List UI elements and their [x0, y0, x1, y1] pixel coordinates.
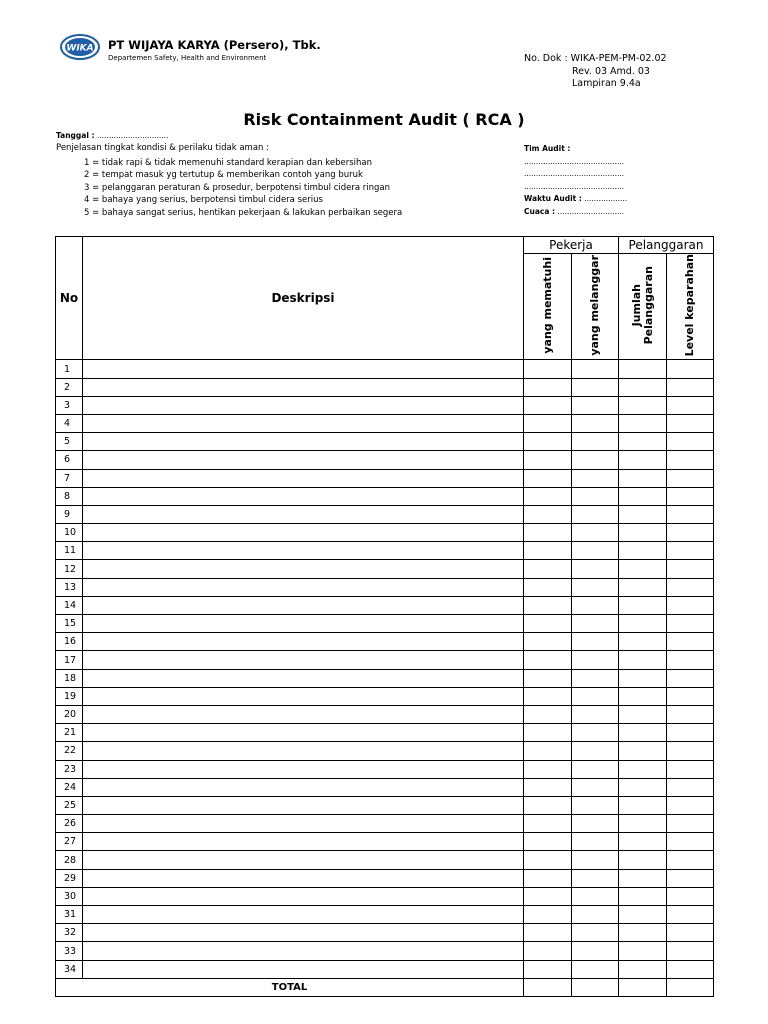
row-number: 8	[56, 487, 83, 505]
mematuhi-cell[interactable]	[524, 705, 572, 723]
jumlah-cell[interactable]	[619, 487, 667, 505]
jumlah-cell[interactable]	[619, 906, 667, 924]
row-number: 20	[56, 705, 83, 723]
mematuhi-cell[interactable]	[524, 487, 572, 505]
total-label: TOTAL	[56, 978, 524, 996]
table-row	[56, 414, 714, 432]
level-cell[interactable]	[667, 851, 714, 869]
severity-levels	[84, 157, 402, 219]
jumlah-cell[interactable]	[619, 796, 667, 814]
deskripsi-cell[interactable]	[83, 942, 524, 960]
level-item: 1 = tidak rapi & tidak memenuhi standard kerapian dan kebersihan	[84, 158, 372, 168]
row-number: 18	[56, 669, 83, 687]
melanggar-cell[interactable]	[572, 487, 619, 505]
melanggar-cell[interactable]	[572, 451, 619, 469]
melanggar-cell[interactable]	[572, 869, 619, 887]
level-item: 3 = pelanggaran peraturan & prosedur, berpotensi timbul cidera ringan	[84, 182, 390, 193]
deskripsi-cell[interactable]	[83, 378, 524, 396]
jumlah-cell[interactable]	[619, 542, 667, 560]
level-cell[interactable]	[667, 705, 714, 723]
level-cell[interactable]	[667, 542, 714, 560]
deskripsi-cell[interactable]	[83, 960, 524, 978]
department-name: Departemen Safety, Health and Environment	[108, 54, 267, 62]
level-cell[interactable]	[667, 724, 714, 742]
table-row	[56, 669, 714, 687]
level-cell[interactable]	[667, 815, 714, 833]
jumlah-cell[interactable]	[619, 833, 667, 851]
row-number: 10	[56, 524, 83, 542]
table-row	[56, 451, 714, 469]
melanggar-cell[interactable]	[572, 942, 619, 960]
mematuhi-cell[interactable]	[524, 778, 572, 796]
deskripsi-cell[interactable]	[83, 833, 524, 851]
level-cell[interactable]	[667, 414, 714, 432]
row-number: 15	[56, 615, 83, 633]
melanggar-cell[interactable]	[572, 833, 619, 851]
row-number: 11	[56, 542, 83, 560]
tim-audit-line[interactable]: ..........................................	[524, 169, 625, 178]
jumlah-cell[interactable]	[619, 651, 667, 669]
row-number: 5	[56, 433, 83, 451]
table-row	[56, 615, 714, 633]
row-number: 13	[56, 578, 83, 596]
cuaca-field[interactable]: Cuaca : ............................	[524, 206, 625, 216]
melanggar-cell[interactable]	[572, 469, 619, 487]
deskripsi-cell[interactable]	[83, 360, 524, 378]
level-cell[interactable]	[667, 469, 714, 487]
deskripsi-cell[interactable]	[83, 815, 524, 833]
mematuhi-cell[interactable]	[524, 942, 572, 960]
level-cell[interactable]	[667, 360, 714, 378]
row-number: 25	[56, 796, 83, 814]
table-row	[56, 360, 714, 378]
level-cell[interactable]	[667, 451, 714, 469]
melanggar-cell[interactable]	[572, 633, 619, 651]
deskripsi-cell[interactable]	[83, 451, 524, 469]
table-row	[56, 924, 714, 942]
row-number: 12	[56, 560, 83, 578]
deskripsi-cell[interactable]	[83, 433, 524, 451]
tanggal-value: ..............................	[94, 131, 169, 140]
deskripsi-cell[interactable]	[83, 742, 524, 760]
level-cell[interactable]	[667, 596, 714, 614]
table-row	[56, 596, 714, 614]
mematuhi-cell[interactable]	[524, 687, 572, 705]
deskripsi-cell[interactable]	[83, 705, 524, 723]
level-cell[interactable]	[667, 760, 714, 778]
deskripsi-cell[interactable]	[83, 469, 524, 487]
mematuhi-cell[interactable]	[524, 960, 572, 978]
level-cell[interactable]	[667, 906, 714, 924]
deskripsi-cell[interactable]	[83, 487, 524, 505]
col-header-level: Level keparahan	[667, 254, 714, 360]
deskripsi-cell[interactable]	[83, 633, 524, 651]
jumlah-cell[interactable]	[619, 760, 667, 778]
row-number: 3	[56, 396, 83, 414]
level-cell[interactable]	[667, 378, 714, 396]
deskripsi-cell[interactable]	[83, 796, 524, 814]
level-cell[interactable]	[667, 887, 714, 905]
table-row	[56, 778, 714, 796]
melanggar-cell[interactable]	[572, 578, 619, 596]
row-number: 34	[56, 960, 83, 978]
jumlah-cell[interactable]	[619, 524, 667, 542]
deskripsi-cell[interactable]	[83, 560, 524, 578]
doc-number: No. Dok : WIKA-PEM-PM-02.02	[524, 53, 667, 64]
mematuhi-cell[interactable]	[524, 906, 572, 924]
jumlah-cell[interactable]	[619, 578, 667, 596]
mematuhi-cell[interactable]	[524, 887, 572, 905]
mematuhi-cell[interactable]	[524, 760, 572, 778]
mematuhi-cell[interactable]	[524, 596, 572, 614]
mematuhi-cell[interactable]	[524, 414, 572, 432]
deskripsi-cell[interactable]	[83, 687, 524, 705]
melanggar-cell[interactable]	[572, 433, 619, 451]
waktu-audit-field[interactable]: Waktu Audit : ..................	[524, 194, 628, 203]
melanggar-cell[interactable]	[572, 560, 619, 578]
page-title: Risk Containment Audit ( RCA )	[243, 110, 525, 129]
melanggar-cell[interactable]	[572, 724, 619, 742]
mematuhi-cell[interactable]	[524, 524, 572, 542]
row-number: 19	[56, 687, 83, 705]
level-cell[interactable]	[667, 433, 714, 451]
row-number: 26	[56, 815, 83, 833]
mematuhi-cell[interactable]	[524, 542, 572, 560]
table-row	[56, 487, 714, 505]
level-item: 4 = bahaya yang serius, berpotensi timbul cidera serius	[84, 195, 323, 206]
jumlah-cell[interactable]	[619, 887, 667, 905]
deskripsi-cell[interactable]	[83, 396, 524, 414]
melanggar-cell[interactable]	[572, 615, 619, 633]
level-cell[interactable]	[667, 524, 714, 542]
penjelasan-text: Penjelasan tingkat kondisi & perilaku tidak aman :	[56, 143, 269, 153]
mematuhi-cell[interactable]	[524, 378, 572, 396]
row-number: 1	[56, 360, 83, 378]
mematuhi-cell[interactable]	[524, 615, 572, 633]
jumlah-cell[interactable]	[619, 378, 667, 396]
melanggar-cell[interactable]	[572, 815, 619, 833]
melanggar-cell[interactable]	[572, 742, 619, 760]
rca-table	[55, 236, 714, 997]
jumlah-cell[interactable]	[619, 360, 667, 378]
jumlah-cell[interactable]	[619, 924, 667, 942]
level-cell[interactable]	[667, 651, 714, 669]
deskripsi-cell[interactable]	[83, 760, 524, 778]
level-cell[interactable]	[667, 796, 714, 814]
mematuhi-cell[interactable]	[524, 433, 572, 451]
mematuhi-cell[interactable]	[524, 505, 572, 523]
tim-audit-line[interactable]: ..........................................	[524, 181, 625, 191]
tanggal-label: Tanggal :	[56, 131, 95, 140]
mematuhi-cell[interactable]	[524, 924, 572, 942]
table-row	[56, 542, 714, 560]
tanggal-field[interactable]	[56, 131, 168, 140]
jumlah-cell[interactable]	[619, 669, 667, 687]
deskripsi-cell[interactable]	[83, 505, 524, 523]
row-number: 29	[56, 869, 83, 887]
jumlah-cell[interactable]	[619, 505, 667, 523]
deskripsi-cell[interactable]	[83, 524, 524, 542]
melanggar-cell[interactable]	[572, 887, 619, 905]
level-cell[interactable]	[667, 560, 714, 578]
level-cell[interactable]	[667, 633, 714, 651]
melanggar-cell[interactable]	[572, 669, 619, 687]
melanggar-cell[interactable]	[572, 651, 619, 669]
mematuhi-cell[interactable]	[524, 869, 572, 887]
row-number: 16	[56, 633, 83, 651]
level-cell[interactable]	[667, 742, 714, 760]
table-row	[56, 869, 714, 887]
jumlah-cell[interactable]	[619, 778, 667, 796]
level-cell[interactable]	[667, 615, 714, 633]
level-item: 2 = tempat masuk yg tertutup & memberikan contoh yang buruk	[84, 170, 363, 181]
table-row	[56, 651, 714, 669]
level-cell[interactable]	[667, 505, 714, 523]
mematuhi-cell[interactable]	[524, 724, 572, 742]
jumlah-cell[interactable]	[619, 414, 667, 432]
row-number: 22	[56, 742, 83, 760]
table-row	[56, 851, 714, 869]
total-level-cell[interactable]	[667, 978, 714, 996]
deskripsi-cell[interactable]	[83, 615, 524, 633]
row-number: 30	[56, 887, 83, 905]
melanggar-cell[interactable]	[572, 414, 619, 432]
table-row	[56, 724, 714, 742]
table-row	[56, 815, 714, 833]
melanggar-cell[interactable]	[572, 360, 619, 378]
col-header-no: No	[56, 237, 83, 360]
level-cell[interactable]	[667, 669, 714, 687]
mematuhi-cell[interactable]	[524, 578, 572, 596]
melanggar-cell[interactable]	[572, 705, 619, 723]
table-row	[56, 833, 714, 851]
level-cell[interactable]	[667, 578, 714, 596]
mematuhi-cell[interactable]	[524, 796, 572, 814]
row-number: 21	[56, 724, 83, 742]
melanggar-cell[interactable]	[572, 906, 619, 924]
melanggar-cell[interactable]	[572, 796, 619, 814]
deskripsi-cell[interactable]	[83, 596, 524, 614]
table-row	[56, 560, 714, 578]
total-jumlah-cell[interactable]	[619, 978, 667, 996]
table-row	[56, 378, 714, 396]
level-cell[interactable]	[667, 778, 714, 796]
jumlah-cell[interactable]	[619, 869, 667, 887]
level-item: 5 = bahaya sangat serius, hentikan pekerjaan & lakukan perbaikan segera	[84, 207, 403, 218]
table-row	[56, 742, 714, 760]
col-header-jumlah: Jumlah Pelanggaran	[619, 254, 667, 360]
row-number: 31	[56, 906, 83, 924]
row-number: 23	[56, 760, 83, 778]
jumlah-cell[interactable]	[619, 633, 667, 651]
table-row	[56, 687, 714, 705]
level-cell[interactable]	[667, 396, 714, 414]
deskripsi-cell[interactable]	[83, 887, 524, 905]
company-name: PT WIJAYA KARYA (Persero), Tbk.	[108, 38, 321, 52]
mematuhi-cell[interactable]	[524, 669, 572, 687]
row-number: 28	[56, 851, 83, 869]
deskripsi-cell[interactable]	[83, 869, 524, 887]
row-number: 32	[56, 924, 83, 942]
row-number: 2	[56, 378, 83, 396]
mematuhi-cell[interactable]	[524, 633, 572, 651]
melanggar-cell[interactable]	[572, 542, 619, 560]
tim-audit-line[interactable]: ..........................................	[524, 156, 625, 166]
deskripsi-cell[interactable]	[83, 669, 524, 687]
svg-text:WIKA: WIKA	[66, 43, 94, 54]
table-row	[56, 633, 714, 651]
melanggar-cell[interactable]	[572, 778, 619, 796]
mematuhi-cell[interactable]	[524, 851, 572, 869]
table-row	[56, 578, 714, 596]
jumlah-cell[interactable]	[619, 724, 667, 742]
table-row	[56, 705, 714, 723]
doc-lampiran: Lampiran 9.4a	[572, 78, 641, 89]
total-melanggar-cell[interactable]	[572, 978, 619, 996]
deskripsi-cell[interactable]	[83, 924, 524, 942]
jumlah-cell[interactable]	[619, 742, 667, 760]
jumlah-cell[interactable]	[619, 942, 667, 960]
jumlah-cell[interactable]	[619, 851, 667, 869]
melanggar-cell[interactable]	[572, 505, 619, 523]
row-number: 14	[56, 596, 83, 614]
deskripsi-cell[interactable]	[83, 724, 524, 742]
level-cell[interactable]	[667, 487, 714, 505]
table-row	[56, 942, 714, 960]
mematuhi-cell[interactable]	[524, 360, 572, 378]
tim-audit-label: Tim Audit :	[524, 144, 571, 153]
wika-logo	[60, 34, 100, 60]
table-row	[56, 469, 714, 487]
melanggar-cell[interactable]	[572, 396, 619, 414]
deskripsi-cell[interactable]	[83, 542, 524, 560]
jumlah-cell[interactable]	[619, 469, 667, 487]
group-header-pelanggaran: Pelanggaran	[619, 237, 714, 254]
doc-revision: Rev. 03 Amd. 03	[572, 66, 650, 77]
col-header-melanggar: yang melanggar	[572, 254, 619, 360]
deskripsi-cell[interactable]	[83, 778, 524, 796]
level-cell[interactable]	[667, 960, 714, 978]
level-cell[interactable]	[667, 687, 714, 705]
jumlah-cell[interactable]	[619, 687, 667, 705]
table-row	[56, 433, 714, 451]
row-number: 7	[56, 469, 83, 487]
table-row	[56, 796, 714, 814]
mematuhi-cell[interactable]	[524, 560, 572, 578]
jumlah-cell[interactable]	[619, 960, 667, 978]
level-cell[interactable]	[667, 869, 714, 887]
melanggar-cell[interactable]	[572, 687, 619, 705]
total-mematuhi-cell[interactable]	[524, 978, 572, 996]
melanggar-cell[interactable]	[572, 378, 619, 396]
mematuhi-cell[interactable]	[524, 451, 572, 469]
melanggar-cell[interactable]	[572, 924, 619, 942]
row-number: 33	[56, 942, 83, 960]
mematuhi-cell[interactable]	[524, 396, 572, 414]
table-row	[56, 396, 714, 414]
row-number: 17	[56, 651, 83, 669]
level-cell[interactable]	[667, 924, 714, 942]
melanggar-cell[interactable]	[572, 960, 619, 978]
table-row	[56, 524, 714, 542]
table-row	[56, 760, 714, 778]
level-cell[interactable]	[667, 833, 714, 851]
table-row	[56, 887, 714, 905]
table-row	[56, 505, 714, 523]
melanggar-cell[interactable]	[572, 851, 619, 869]
deskripsi-cell[interactable]	[83, 651, 524, 669]
mematuhi-cell[interactable]	[524, 833, 572, 851]
deskripsi-cell[interactable]	[83, 414, 524, 432]
jumlah-cell[interactable]	[619, 451, 667, 469]
mematuhi-cell[interactable]	[524, 742, 572, 760]
table-row	[56, 960, 714, 978]
mematuhi-cell[interactable]	[524, 815, 572, 833]
jumlah-cell[interactable]	[619, 560, 667, 578]
jumlah-cell[interactable]	[619, 815, 667, 833]
jumlah-cell[interactable]	[619, 615, 667, 633]
level-cell[interactable]	[667, 942, 714, 960]
row-number: 4	[56, 414, 83, 432]
row-number: 24	[56, 778, 83, 796]
melanggar-cell[interactable]	[572, 524, 619, 542]
jumlah-cell[interactable]	[619, 705, 667, 723]
jumlah-cell[interactable]	[619, 433, 667, 451]
jumlah-cell[interactable]	[619, 396, 667, 414]
audit-info	[524, 143, 627, 218]
row-number: 9	[56, 505, 83, 523]
group-header-pekerja: Pekerja	[524, 237, 619, 254]
deskripsi-cell[interactable]	[83, 906, 524, 924]
deskripsi-cell[interactable]	[83, 578, 524, 596]
table-row	[56, 906, 714, 924]
col-header-mematuhi: yang mematuhi	[524, 254, 572, 360]
melanggar-cell[interactable]	[572, 596, 619, 614]
jumlah-cell[interactable]	[619, 596, 667, 614]
col-header-deskripsi: Deskripsi	[83, 237, 524, 360]
mematuhi-cell[interactable]	[524, 469, 572, 487]
deskripsi-cell[interactable]	[83, 851, 524, 869]
melanggar-cell[interactable]	[572, 760, 619, 778]
row-number: 6	[56, 451, 83, 469]
row-number: 27	[56, 833, 83, 851]
mematuhi-cell[interactable]	[524, 651, 572, 669]
